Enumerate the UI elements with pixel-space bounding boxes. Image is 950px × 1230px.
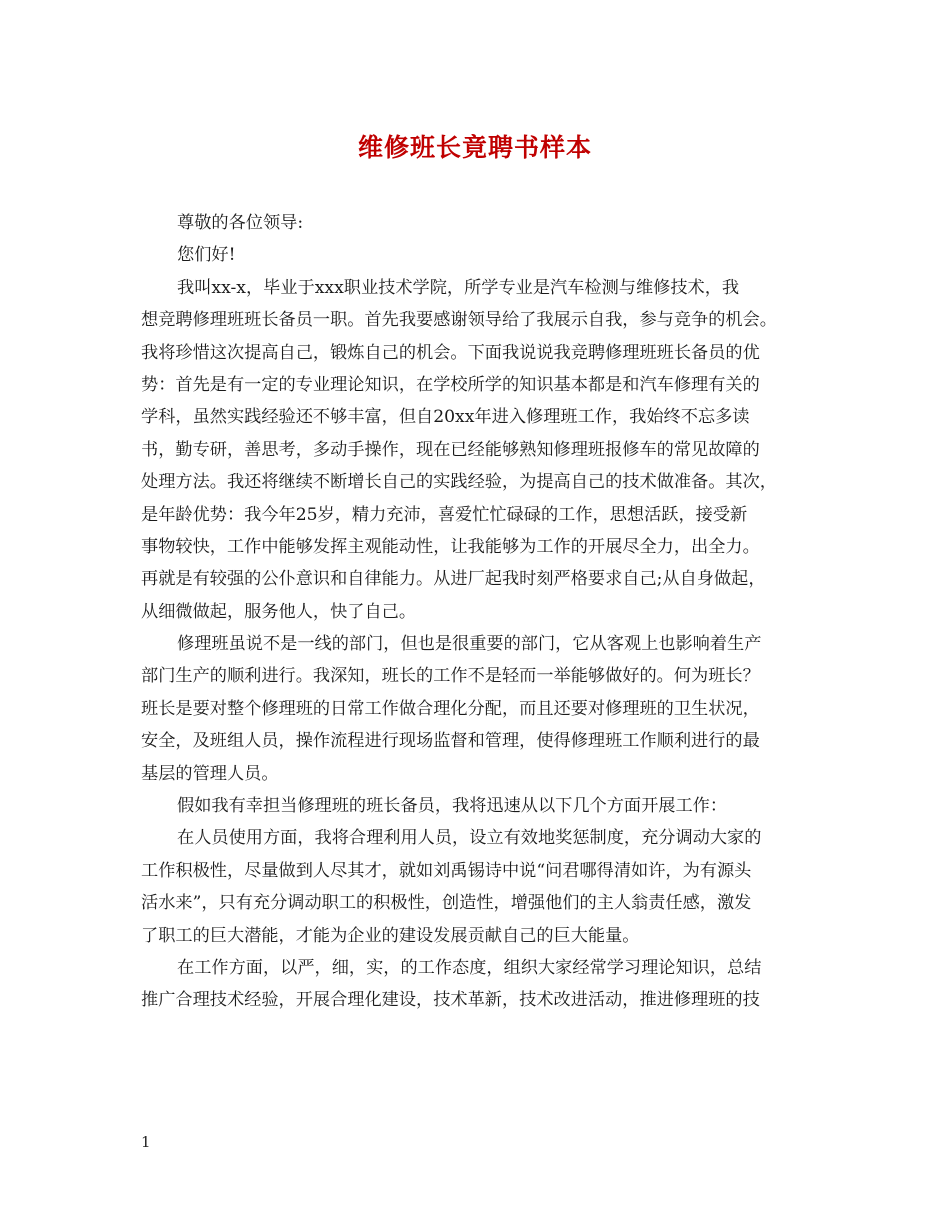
- text-line: 推广合理技术经验，开展合理化建设，技术革新，技术改进活动，推进修理班的技: [141, 990, 760, 1011]
- text-line: 部门生产的顺利进行。我深知，班长的工作不是轻而一举能够做好的。何为班长？: [141, 666, 760, 687]
- text-line: 尊敬的各位领导:: [177, 213, 304, 233]
- text-line: 是年龄优势：我今年25岁，精力充沛，喜爱忙忙碌碌的工作，思想活跃，接受新: [141, 504, 748, 525]
- text-line: 安全，及班组人员，操作流程进行现场监督和管理，使得修理班工作顺利进行的最: [141, 731, 760, 752]
- text-line: 您们好!: [177, 245, 236, 266]
- text-line: 学科，虽然实践经验还不够丰富，但自20xx年进入修理班工作，我始终不忘多读: [141, 407, 750, 428]
- text-line: 势：首先是有一定的专业理论知识，在学校所学的知识基本都是和汽车修理有关的: [141, 374, 760, 395]
- text-line: 事物较快，工作中能够发挥主观能动性，让我能够为工作的开展尽全力，出全力。: [141, 536, 760, 557]
- text-line: 在人员使用方面，我将合理利用人员，设立有效地奖惩制度，充分调动大家的: [177, 828, 762, 849]
- text-line: 我将珍惜这次提高自己，锻炼自己的机会。下面我说说我竞聘修理班班长备员的优: [141, 342, 760, 363]
- text-line: 想竞聘修理班班长备员一职。首先我要感谢领导给了我展示自我，参与竞争的机会。: [141, 310, 777, 331]
- document-body: [141, 207, 821, 1017]
- text-line: 书，勤专研，善思考，多动手操作，现在已经能够熟知修理班报修车的常见故障的: [141, 439, 760, 460]
- text-line: 活水来”，只有充分调动职工的积极性，创造性，增强他们的主人翁责任感，激发: [141, 893, 752, 914]
- page-number: 1: [141, 1133, 151, 1151]
- text-line: 基层的管理人员。: [141, 763, 279, 784]
- text-line: 我叫xx-x，毕业于xxx职业技术学院，所学专业是汽车检测与维修技术，我: [177, 277, 740, 298]
- text-line: 处理方法。我还将继续不断增长自己的实践经验，为提高自己的技术做准备。其次，: [141, 472, 777, 493]
- text-line: 班长是要对整个修理班的日常工作做合理化分配，而且还要对修理班的卫生状况，: [141, 698, 760, 719]
- document-title: 维修班长竟聘书样本: [357, 133, 592, 162]
- text-line: 工作积极性，尽量做到人尽其才，就如刘禹锡诗中说“问君哪得清如许，为有源头: [141, 860, 752, 881]
- text-line: 再就是有较强的公仆意识和自律能力。从进厂起我时刻严格要求自己;从自身做起，: [141, 569, 766, 590]
- text-line: 假如我有幸担当修理班的班长备员，我将迅速从以下几个方面开展工作：: [177, 796, 728, 817]
- text-line: 从细微做起，服务他人，快了自己。: [141, 601, 417, 622]
- text-line: 了职工的巨大潜能，才能为企业的建设发展贡献自己的巨大能量。: [141, 925, 640, 946]
- text-line: 在工作方面，以严，细，实，的工作态度，组织大家经常学习理论知识，总结: [177, 957, 762, 978]
- text-line: 修理班虽说不是一线的部门，但也是很重要的部门，它从客观上也影响着生产: [177, 634, 762, 655]
